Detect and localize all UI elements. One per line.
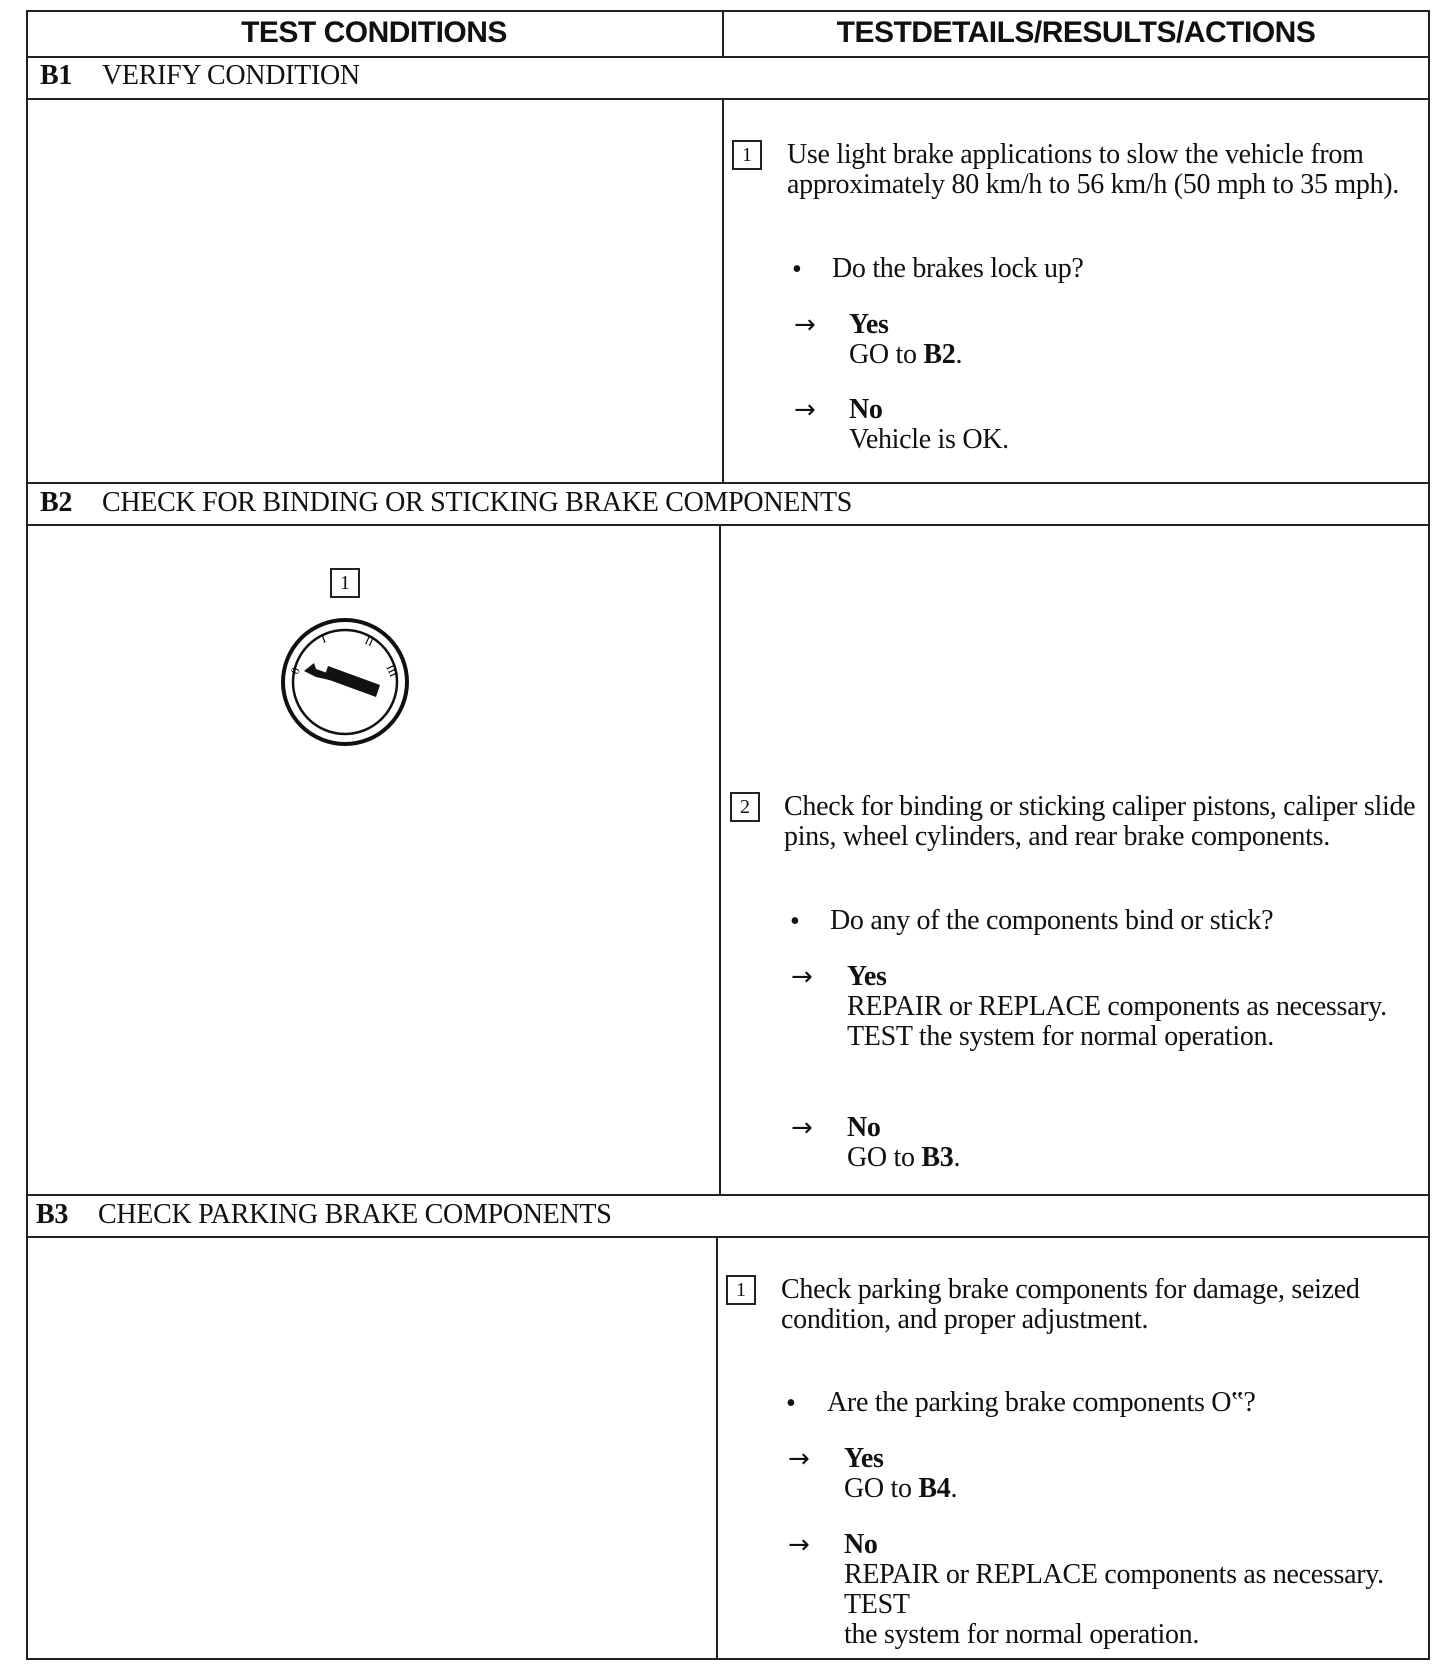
bullet-icon: • [792,254,802,285]
no-outcome: No GO to B3. [847,1112,961,1173]
step-instruction: Use light brake applications to slow the vehicle from approximately 80 km/h to 56 km/h (50 mph to 35 mph). [787,139,1400,200]
yes-action: REPAIR or REPLACE components as necessary. TEST the system for normal operation. [847,991,1387,1052]
yes-outcome: Yes GO to B4. [844,1443,958,1504]
no-label: No [844,1529,878,1560]
section-id: B3 [36,1199,69,1230]
question-text: Are the parking brake components O‟? [827,1387,1256,1418]
b1-end-divider [26,482,1430,484]
arrow-right-icon: → [794,310,816,340]
no-action: Vehicle is OK. [849,424,1009,455]
no-label: No [847,1112,881,1143]
yes-label: Yes [847,961,887,992]
b3-column-divider [716,1236,718,1660]
section-b1-heading [40,60,360,92]
no-label: No [849,394,883,425]
section-title: CHECK FOR BINDING OR STICKING BRAKE COMPONENTS [102,487,853,518]
no-action: GO to [847,1142,922,1173]
ignition-mark-off: 0 [287,665,303,677]
header-test-conditions: TEST CONDITIONS [241,16,507,49]
b1-column-divider [722,98,724,484]
yes-label: Yes [849,309,889,340]
section-b2-heading [40,487,852,519]
step-number-box: 2 [730,792,760,822]
yes-outcome: Yes GO to B2. [849,309,963,370]
b3-title-divider [26,1236,1430,1238]
yes-outcome [847,962,1407,1052]
table-border-top [26,10,1430,12]
bullet-icon: • [790,906,800,937]
section-title: CHECK PARKING BRAKE COMPONENTS [98,1199,612,1230]
arrow-right-icon: → [791,1113,813,1143]
yes-reference: B2 [923,339,956,370]
illustration-step-box: 1 [330,568,360,598]
ignition-switch-icon [278,615,412,749]
yes-action: GO to [849,339,924,370]
b2-title-divider [26,524,1430,526]
section-id: B1 [40,60,73,91]
arrow-right-icon: → [788,1444,810,1474]
yes-reference: B4 [918,1473,951,1504]
arrow-right-icon: → [794,395,816,425]
header-test-details: TESTDETAILS/RESULTS/ACTIONS [836,16,1316,49]
no-reference: B3 [921,1142,954,1173]
yes-label: Yes [844,1443,884,1474]
b1-title-divider [26,98,1430,100]
no-outcome [849,395,1009,455]
step-instruction: Check for binding or sticking caliper pistons, caliper slide pins, wheel cylinders, and rear brake components. [784,791,1416,852]
section-title: VERIFY CONDITION [102,60,360,91]
table-border-left [26,10,28,1660]
b2-column-divider [719,524,721,1196]
section-b3-heading [36,1199,612,1231]
step-number-box: 1 [726,1275,756,1305]
ignition-mark-3: III [383,662,402,680]
no-action-line-2: the system for normal operation. [844,1619,1200,1650]
table-border-bottom [26,1658,1430,1660]
diagnostic-table [26,10,1430,1660]
section-id: B2 [40,487,73,518]
no-outcome [844,1530,1404,1650]
question-text: Do the brakes lock up? [832,253,1084,284]
step-instruction: Check parking brake components for damage, seized condition, and proper adjustment. [781,1274,1360,1335]
b2-end-divider [26,1194,1430,1196]
ignition-mark-1: I [319,631,328,646]
arrow-right-icon: → [791,962,813,992]
step-number-box: 1 [732,140,762,170]
ignition-mark-2: II [362,633,376,650]
bullet-icon: • [786,1388,796,1419]
yes-action: GO to [844,1473,919,1504]
table-border-right [1428,10,1430,1660]
no-action-line-1: REPAIR or REPLACE components as necessary. TEST [844,1559,1384,1620]
arrow-right-icon: → [788,1530,810,1560]
header-divider [26,56,1430,58]
question-text: Do any of the components bind or stick? [830,905,1274,936]
